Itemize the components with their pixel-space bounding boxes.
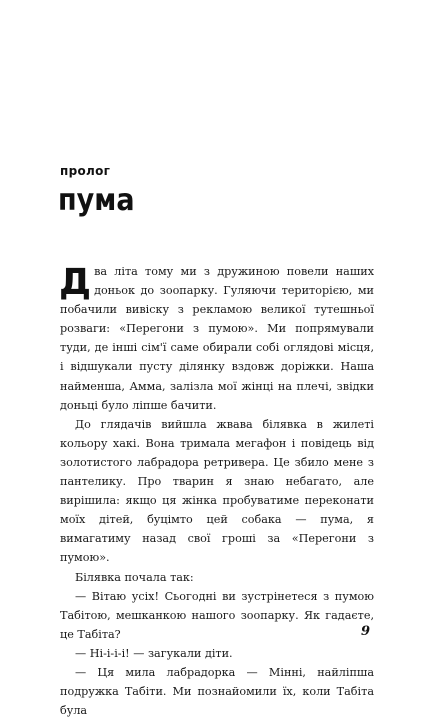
drop-cap: Д [59, 262, 92, 303]
paragraph-1-text: ва літа тому ми з дружиною повели наших доньок до зоопарку. Гуляючи територією, ми побачили вивіску з рекламою великої тутешньої розваги: «Перегони з пумою». Ми попрямували туди, де інші сім'ї саме обирали собі оглядові місця, і відшукали пусту ділянку вздовж доріжки. Наша найменша, Амма, залізла мої жінці на плечі, звідки доньці було ліпше бачити. [60, 265, 374, 412]
body-text [60, 262, 374, 720]
page-number: 9 [361, 624, 371, 639]
paragraph-3: Білявка почала так: [75, 570, 194, 584]
paragraph-2: До глядачів вийшла жвава білявка в жилеті кольору хакі. Вона тримала мегафон і повідець від золотистого лабрадора ретривера. Це збило мене з пантелику. Про тварин я знаю небагато, але вирішила: якщо ця жінка пробуватиме переконати моїх дітей, буцімто цей собака — пума, я вимагатиму назад свої гроші за «Перегони з пумою». [60, 417, 374, 565]
paragraph-1 [60, 262, 374, 415]
paragraph-4: — Вітаю усіх! Сьогодні ви зустрінетеся з пумою Табітою, мешканкою нашого зоопарку. Як гадаєте, це Табіта? [60, 589, 374, 641]
section-label: пролог [60, 164, 111, 178]
paragraph-5: — Ні-і-і-і! — загукали діти. [75, 646, 233, 660]
paragraph-6: — Ця мила лабрадорка — Мінні, найліпша подружка Табіти. Ми познайомили їх, коли Табіта була [60, 665, 374, 718]
chapter-title: пума [58, 183, 135, 218]
